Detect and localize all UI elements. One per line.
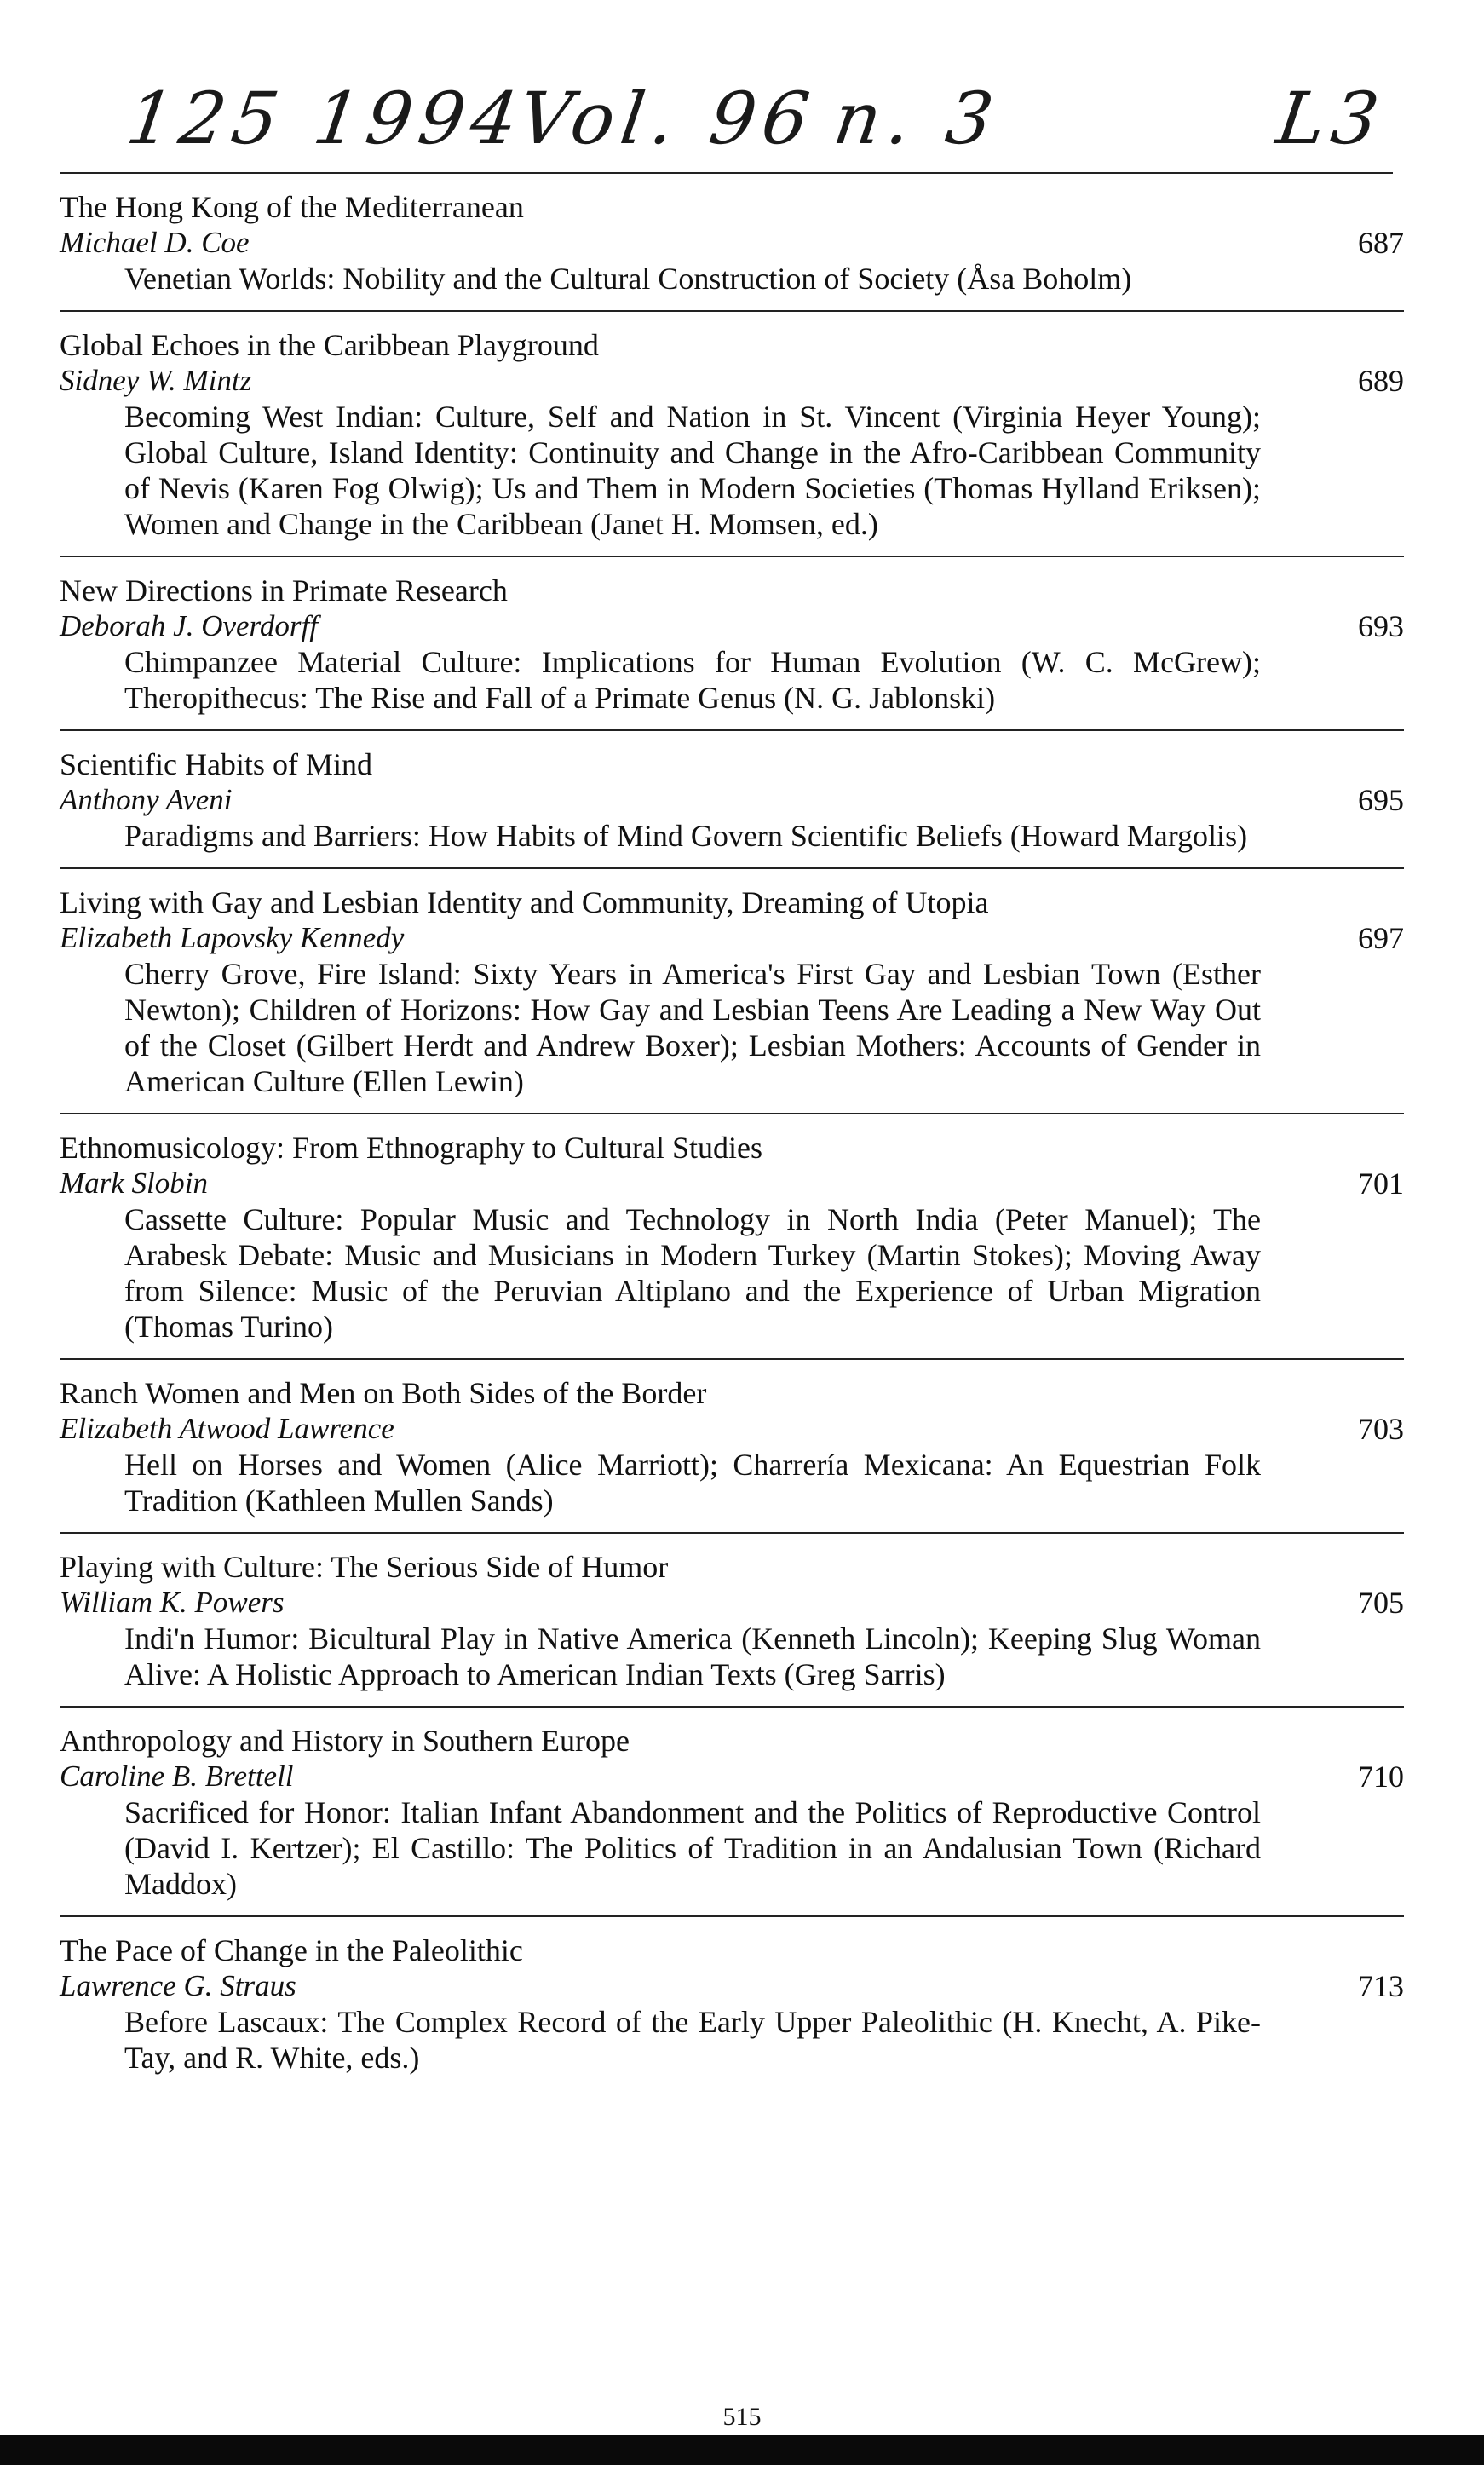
entry-title: Ethnomusicology: From Ethnography to Cultural Studies (60, 1131, 762, 1165)
entry-reviewed-books: Venetian Worlds: Nobility and the Cultural Construction of Society (Åsa Boholm) (124, 262, 1132, 296)
toc-entry (60, 869, 1404, 1114)
entry-page-number: 701 (1358, 1166, 1404, 1201)
entry-page-number: 705 (1358, 1586, 1404, 1620)
entry-author: Deborah J. Overdorff (60, 609, 318, 642)
author-line (60, 1166, 1404, 1201)
entry-title: Ranch Women and Men on Both Sides of the Border (60, 1376, 707, 1410)
entry-title: The Hong Kong of the Mediterranean (60, 190, 524, 224)
author-line (60, 1759, 1404, 1794)
entry-author: William K. Powers (60, 1586, 285, 1619)
handwritten-code: L3 (1272, 77, 1391, 160)
entry-reviewed-books: Indi'n Humor: Bicultural Play in Native America (Kenneth Lincoln); Keeping Slug Woman Alive: A Holistic Approach to American Indian Texts (Greg Sarris) (124, 1621, 1261, 1691)
entry-page-number: 713 (1358, 1969, 1404, 2003)
entry-author: Elizabeth Atwood Lawrence (60, 1412, 394, 1445)
author-line (60, 782, 1404, 818)
table-of-contents (60, 174, 1404, 2089)
entry-reviewed-books: Cherry Grove, Fire Island: Sixty Years in America's First Gay and Lesbian Town (Esther Newton); Children of Horizons: How Gay and Lesbian Teens Are Leading a New Way Out of the Closet (Gilbert Herdt and Andrew Boxer); Lesbian Mothers: Accounts of Gender in American Culture (Ellen Lewin) (124, 957, 1261, 1098)
entry-page-number: 703 (1358, 1412, 1404, 1446)
entry-title: Global Echoes in the Caribbean Playground (60, 328, 599, 362)
entry-page-number: 693 (1358, 609, 1404, 643)
toc-entry (60, 1708, 1404, 1917)
entry-reviewed-books: Before Lascaux: The Complex Record of the Early Upper Paleolithic (H. Knecht, A. Pike-Tay, and R. White, eds.) (124, 2005, 1261, 2075)
handwritten-issue: n. 3 (829, 77, 1005, 160)
handwritten-shelfmark: 125 1994 (122, 77, 530, 160)
entry-page-number: 697 (1358, 921, 1404, 955)
author-line (60, 225, 1404, 261)
entry-reviewed-books: Sacrificed for Honor: Italian Infant Abandonment and the Politics of Reproductive Control (David I. Kertzer); El Castillo: The Politics of Tradition in an Andalusian Town (Richard Maddox) (124, 1795, 1261, 1901)
entry-reviewed-books: Chimpanzee Material Culture: Implications for Human Evolution (W. C. McGrew); Theropithecus: The Rise and Fall of a Primate Genus (N. G. Jablonski) (124, 645, 1261, 715)
author-line (60, 363, 1404, 399)
toc-entry (60, 557, 1404, 731)
entry-title: Scientific Habits of Mind (60, 747, 372, 781)
entry-title: Living with Gay and Lesbian Identity and Community, Dreaming of Utopia (60, 885, 989, 919)
entry-page-number: 710 (1358, 1759, 1404, 1794)
entry-reviewed-books: Cassette Culture: Popular Music and Technology in North India (Peter Manuel); The Arabesk Debate: Music and Musicians in Modern Turkey (Martin Stokes); Moving Away from Silence: Music of the Peruvian Altiplano and the Experience of Urban Migration (Thomas Turino) (124, 1202, 1261, 1344)
entry-author: Anthony Aveni (60, 783, 233, 816)
toc-entry (60, 1917, 1404, 2089)
author-line (60, 1585, 1404, 1621)
handwritten-volume: Vol. 96 (514, 77, 821, 160)
toc-entry (60, 731, 1404, 869)
author-line (60, 920, 1404, 956)
entry-title: Playing with Culture: The Serious Side of Humor (60, 1550, 669, 1584)
toc-entry (60, 174, 1404, 312)
author-line (60, 1411, 1404, 1447)
handwritten-annotation (119, 77, 1397, 170)
entry-author: Mark Slobin (60, 1166, 209, 1200)
entry-page-number: 687 (1358, 226, 1404, 260)
entry-reviewed-books: Paradigms and Barriers: How Habits of Mind Govern Scientific Beliefs (Howard Margolis) (124, 819, 1248, 853)
toc-entry (60, 1114, 1404, 1360)
entry-author: Sidney W. Mintz (60, 364, 252, 397)
author-line (60, 608, 1404, 644)
entry-page-number: 689 (1358, 364, 1404, 398)
entry-reviewed-books: Becoming West Indian: Culture, Self and Nation in St. Vincent (Virginia Heyer Young); Global Culture, Island Identity: Continuity and Change in the Afro-Caribbean Community of Nevis (Karen Fog Olwig); Us and Them in Modern Societies (Thomas Hylland Eriksen); Women and Change in the Caribbean (Janet H. Momsen, ed.) (124, 400, 1261, 541)
toc-entry (60, 312, 1404, 557)
toc-entry (60, 1360, 1404, 1534)
entry-author: Caroline B. Brettell (60, 1759, 294, 1793)
entry-author: Michael D. Coe (60, 226, 250, 259)
entry-reviewed-books: Hell on Horses and Women (Alice Marriott); Charrería Mexicana: An Equestrian Folk Tradition (Kathleen Mullen Sands) (124, 1448, 1261, 1518)
entry-author: Lawrence G. Straus (60, 1969, 296, 2002)
author-line (60, 1968, 1404, 2004)
entry-author: Elizabeth Lapovsky Kennedy (60, 921, 405, 954)
entry-title: Anthropology and History in Southern Europe (60, 1724, 630, 1758)
scan-edge-bar (0, 2435, 1484, 2465)
entry-title: New Directions in Primate Research (60, 573, 508, 608)
page-number: 515 (722, 2403, 762, 2431)
entry-page-number: 695 (1358, 783, 1404, 817)
entry-title: The Pace of Change in the Paleolithic (60, 1933, 523, 1967)
toc-entry (60, 1534, 1404, 1708)
